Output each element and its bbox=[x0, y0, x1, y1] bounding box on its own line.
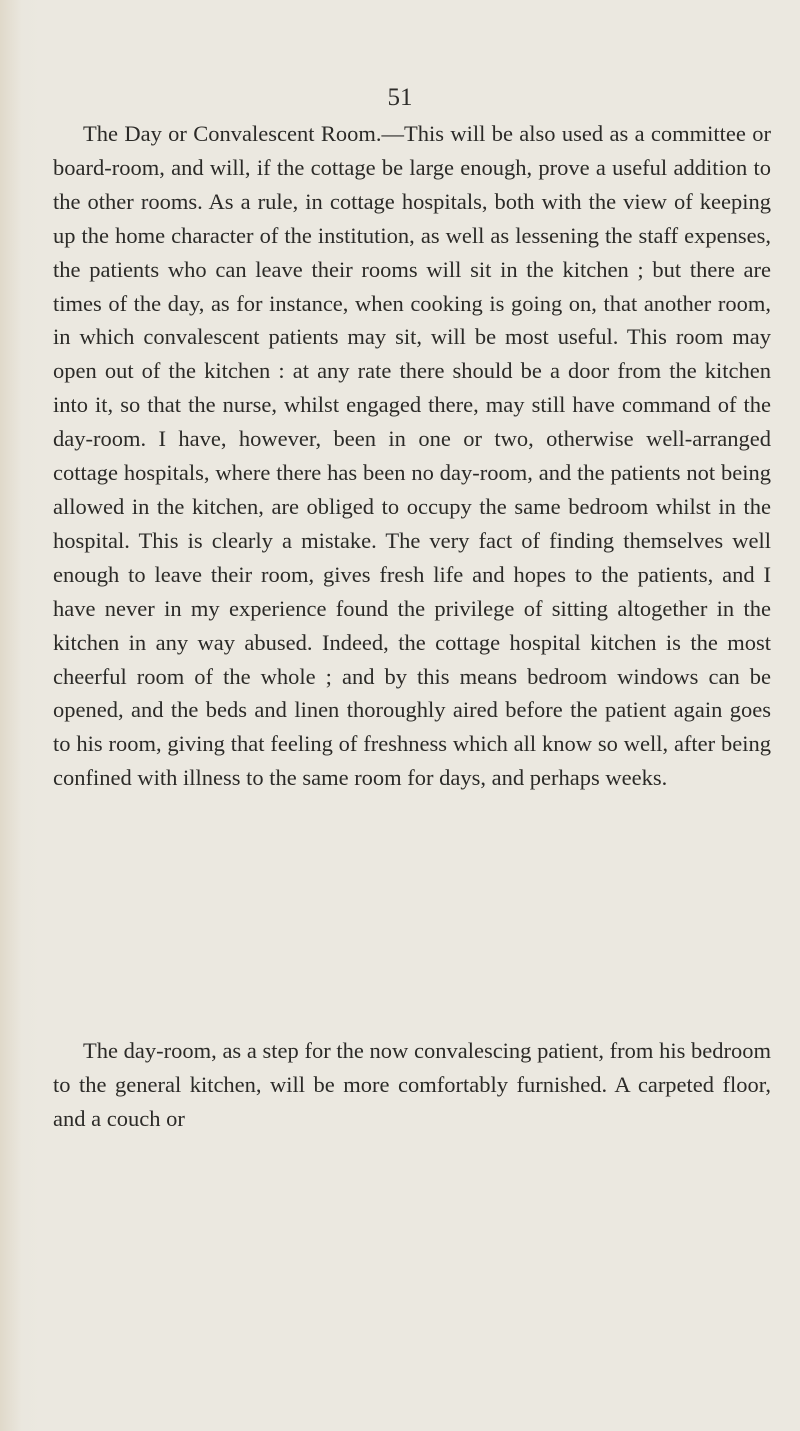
paragraph-day-room-furnishing: The day-room, as a step for the now convalescing patient, from his bedroom to the general kitchen, will be more comfortably furnished. A carpeted floor, and a couch or bbox=[53, 1038, 771, 1131]
paragraph-day-room-description: The Day or Convalescent Room.—This will be also used as a committee or board-room, and will, if the cottage be large enough, prove a useful addition to the other rooms. As a rule, in cottage hospitals, both with the view of keeping up the home character of the institution, as well as lessening the staff expenses, the patients who can leave their rooms will sit in the kitchen ; but there are times of the day, as for instance, when cooking is going on, that another room, in which convalescent patients may sit, will be most useful. This room may open out of the kitchen : at any rate there should be a door from the kitchen into it, so that the nurse, whilst engaged there, may still have command of the day-room. I have, however, been in one or two, otherwise well-arranged cottage hospitals, where there has been no day-room, and the patients not being allowed in the kitchen, are obliged to occupy the same bedroom whilst in the hospital. This is clearly a mistake. The very fact of finding themselves well enough to leave their room, gives fresh life and hopes to the patients, and I have never in my experience found the privilege of sitting altogether in the kitchen in any way abused. Indeed, the cottage hospital kitchen is the most cheerful room of the whole ; and by this means bedroom windows can be opened, and the beds and linen thoroughly aired before the patient again goes to his room, giving that feeling of freshness which all know so well, after being confined with illness to the same room for days, and perhaps weeks. bbox=[53, 121, 771, 791]
page-number: 51 bbox=[387, 84, 413, 111]
